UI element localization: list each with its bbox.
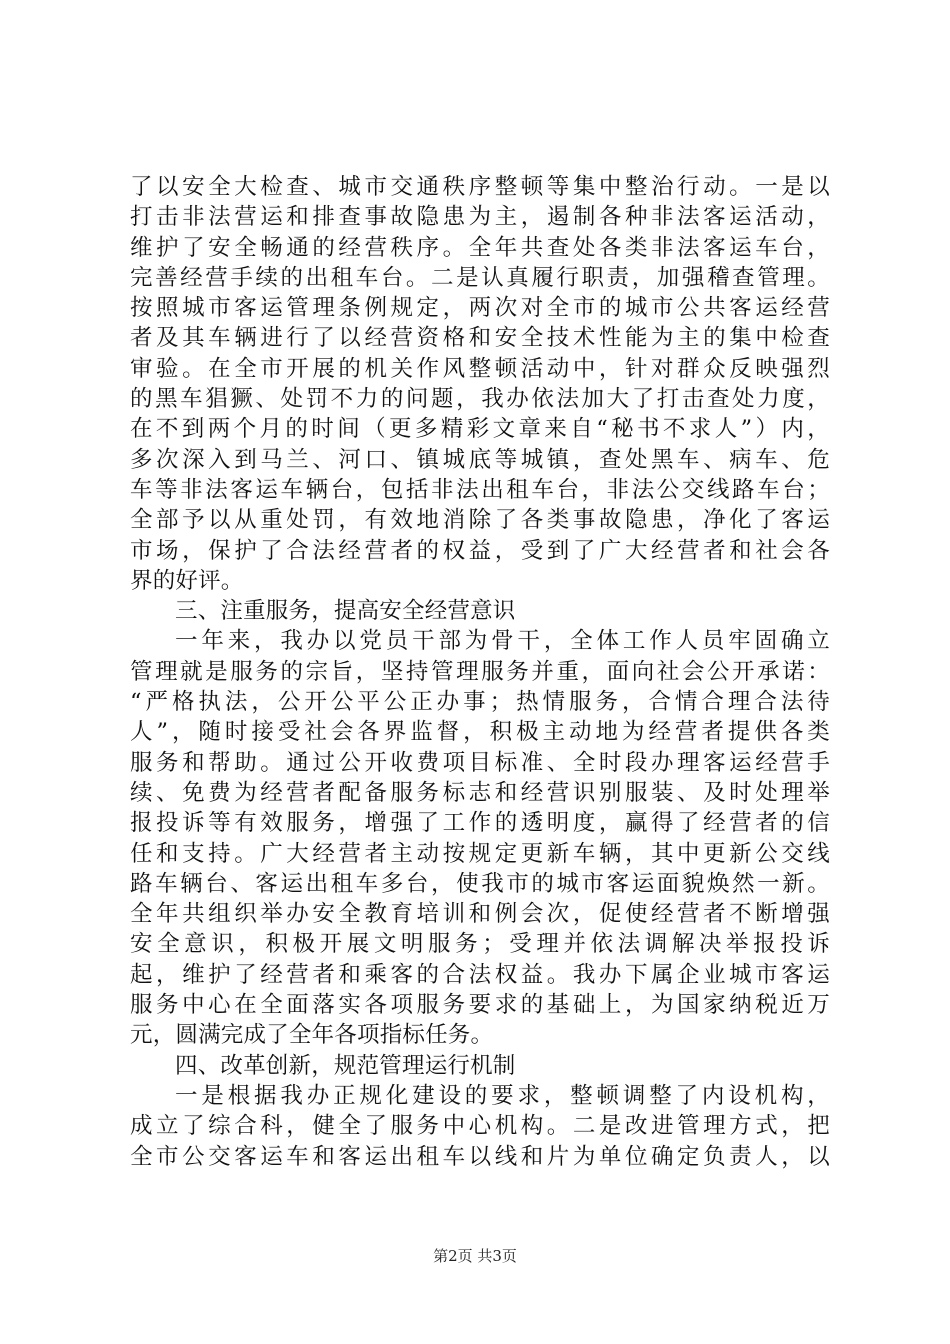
text-line: 按照城市客运管理条例规定，两次对全市的城市公共客运经营 <box>130 295 830 322</box>
text-line: 起，维护了经营者和乘客的合法权益。我办下属企业城市客运 <box>130 961 830 988</box>
text-line: 维护了安全畅通的经营秩序。全年共查处各类非法客运车台， <box>130 234 830 261</box>
text-line: 打击非法营运和排查事故隐患为主，遏制各种非法客运活动， <box>130 204 830 231</box>
text-line: 管理就是服务的宗旨，坚持管理服务并重，面向社会公开承诺： <box>130 658 830 685</box>
text-line: 在不到两个月的时间（更多精彩文章来自“秘书不求人”）内， <box>130 416 830 443</box>
text-line: 服务中心在全面落实各项服务要求的基础上，为国家纳税近万 <box>130 992 830 1019</box>
text-line: 的黑车猖獗、处罚不力的问题，我办依法加大了打击查处力度， <box>130 386 830 413</box>
text-line: 成立了综合科，健全了服务中心机构。二是改进管理方式，把 <box>130 1113 830 1140</box>
text-line: 全部予以从重处罚，有效地消除了各类事故隐患，净化了客运 <box>130 507 830 534</box>
text-line: 续、免费为经营者配备服务标志和经营识别服装、及时处理举 <box>130 779 830 806</box>
text-line: 市场，保护了合法经营者的权益，受到了广大经营者和社会各 <box>130 537 830 564</box>
text-line: 一是根据我办正规化建设的要求，整顿调整了内设机构， <box>175 1082 830 1109</box>
text-line: 任和支持。广大经营者主动按规定更新车辆，其中更新公交线 <box>130 840 830 867</box>
document-body <box>130 172 830 1172</box>
section-heading: 三、注重服务，提高安全经营意识 <box>175 598 516 625</box>
text-line: 人”，随时接受社会各界监督，积极主动地为经营者提供各类 <box>130 719 830 746</box>
text-line: 界的好评。 <box>130 567 244 594</box>
text-line: 元，圆满完成了全年各项指标任务。 <box>130 1022 494 1049</box>
page-footer: 第2页 共3页 <box>433 1247 517 1265</box>
section-heading: 四、改革创新，规范管理运行机制 <box>175 1052 516 1079</box>
text-line: 者及其车辆进行了以经营资格和安全技术性能为主的集中检查 <box>130 325 830 352</box>
text-line: “严格执法，公开公平公正办事；热情服务，合情合理合法待 <box>130 689 830 716</box>
text-line: 一年来，我办以党员干部为骨干，全体工作人员牢固确立 <box>175 628 830 655</box>
text-line: 安全意识，积极开展文明服务；受理并依法调解决举报投诉 <box>130 931 830 958</box>
text-line: 全市公交客运车和客运出租车以线和片为单位确定负责人，以 <box>130 1143 830 1170</box>
text-line: 多次深入到马兰、河口、镇城底等城镇，查处黑车、病车、危 <box>130 446 830 473</box>
text-line: 路车辆台、客运出租车多台，使我市的城市客运面貌焕然一新。 <box>130 870 830 897</box>
text-line: 审验。在全市开展的机关作风整顿活动中，针对群众反映强烈 <box>130 355 830 382</box>
text-line: 完善经营手续的出租车台。二是认真履行职责，加强稽查管理。 <box>130 264 830 291</box>
text-line: 了以安全大检查、城市交通秩序整顿等集中整治行动。一是以 <box>130 174 830 200</box>
text-line: 服务和帮助。通过公开收费项目标准、全时段办理客运经营手 <box>130 749 830 776</box>
text-line: 报投诉等有效服务，增强了工作的透明度，赢得了经营者的信 <box>130 810 830 837</box>
text-line: 车等非法客运车辆台，包括非法出租车台，非法公交线路车台； <box>130 476 830 503</box>
text-line: 全年共组织举办安全教育培训和例会次，促使经营者不断增强 <box>130 901 830 928</box>
